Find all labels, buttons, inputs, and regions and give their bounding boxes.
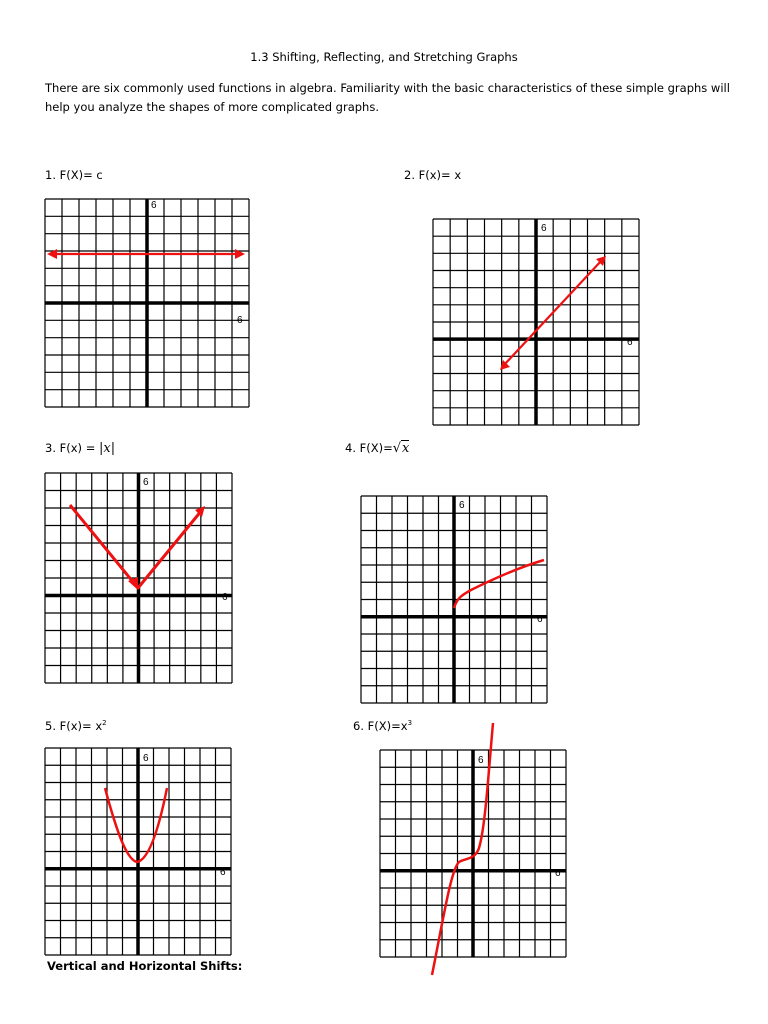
graph-6-exponent: 3 [407,719,413,728]
graph-2-grid [433,219,639,425]
graph-3-y-axis-label: 6 [143,477,149,488]
graph-6-x-axis-label: 6 [555,868,561,879]
intro-line-2: help you analyze the shapes of more complicated graphs. [45,100,379,114]
graph-4-number: 4. [345,441,356,455]
graph-3-number: 3. [45,441,56,455]
graph-2-equation: F(x)= x [418,168,462,182]
graph-5-x-axis-label: 6 [220,867,226,878]
graph-3-x-axis-label: 6 [222,592,228,603]
graph-4-label [345,441,409,456]
graph-3-expr: x [103,441,111,456]
section-heading-shifts: Vertical and Horizontal Shifts: [47,959,243,973]
graph-5-exponent: 2 [102,719,107,728]
graph-2-y-axis-label: 6 [541,223,547,234]
graph-5-number: 5. [45,719,56,733]
radical-sign: √ [392,441,402,456]
graph-1-label [45,168,103,182]
graph-2-number: 2. [404,168,415,182]
graph-5-label [45,719,107,733]
graph-1-number: 1. [45,168,56,182]
graph-3-label: 3. F(x) = |x| [45,441,116,456]
graph-6-curve [432,723,493,975]
graph-5-grid [45,748,231,955]
graph-6-grid [380,750,566,957]
graph-1-x-axis-label: 6 [237,315,243,326]
intro-line-1: There are six commonly used functions in algebra. Familiarity with the basic characteristics of these simple graphs will [45,81,730,95]
graph-6-number: 6. [353,719,364,733]
graph-3-curve [70,505,202,588]
graph-1-equation: F(X)= c [59,168,103,182]
graph-2-x-axis-label: 6 [627,337,633,348]
graph-4-curve [454,560,544,608]
graph-4-x-axis-label: 6 [537,614,543,625]
page-title: 1.3 Shifting, Reflecting, and Stretching Graphs [250,50,518,64]
graph-4-expr: x [402,441,410,456]
graph-4-equation: F(X)= [359,441,393,455]
graph-1-grid [45,199,249,407]
graph-3-equation: F(x) = [59,441,99,455]
graph-4-grid [361,496,547,703]
graph-2-label [404,168,461,182]
graph-4-y-axis-label: 6 [459,500,465,511]
graph-5-y-axis-label: 6 [143,753,149,764]
graph-1-y-axis-label: 6 [151,200,157,211]
graph-3-grid [45,473,232,683]
graph-6-y-axis-label: 6 [478,755,484,766]
graph-6-equation: F(X)=x [367,719,408,733]
graph-5-equation: F(x)= x [59,719,103,733]
graph-6-label [353,719,412,733]
